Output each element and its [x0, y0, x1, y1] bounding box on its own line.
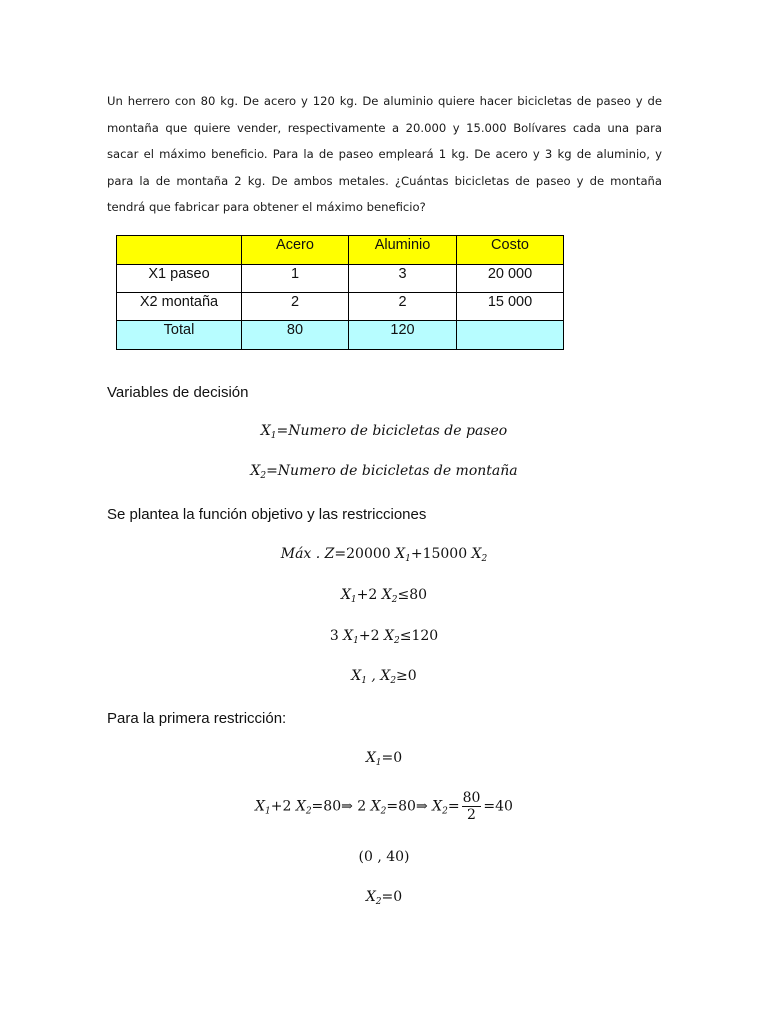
equation-x1-definition: $X_1=Numero$ de bicicletas de paseo: [260, 423, 508, 441]
table-cell: X1 paseo: [117, 265, 242, 293]
equation-solve-x2: $X_1+2$ $X_2=80\Rightarrow$ 2 $X_2=80\Rightarrow$ $X_2=$ $\frac{80}{2}$ =40: [255, 790, 513, 823]
fraction-denominator: 2: [467, 807, 476, 823]
table-row: [117, 265, 564, 293]
equation-x2-zero: $X_2=0$: [365, 889, 403, 907]
table-cell: X2 montaña: [117, 293, 242, 321]
data-table: [116, 235, 564, 350]
table-cell: 2: [349, 293, 457, 321]
problem-statement: Un herrero con 80 kg. De acero y 120 kg. De aluminio quiere hacer bicicletas de paseo y de montaña que quiere vender, respectivamente a 20.000 y 15.000 Bolívares cada una para sacar el máximo beneficio. Para la de paseo empleará 1 kg. De acero y 3 kg de aluminio, y para la de montaña 2 kg. De ambos metales. ¿Cuántas bicicletas de paseo y de montaña tendrá que fabricar para obtener el máximo beneficio?: [107, 94, 662, 214]
x2-zero-value: 0: [393, 889, 403, 905]
header-cell: Aluminio: [349, 236, 457, 265]
equation-nonnegativity: $X_1$ , $X_2\ge 0$: [351, 668, 417, 686]
table-row: [117, 293, 564, 321]
constraint-1-rhs: 80: [409, 587, 428, 603]
objective-coef-2: 15000: [422, 546, 468, 562]
equation-constraint-1: $X_1+2$ $X_2\le 80$: [340, 587, 428, 605]
constraint-2-coef: 3: [329, 628, 339, 644]
solve-result: 40: [495, 798, 513, 815]
x1-zero-value: 0: [393, 750, 403, 766]
total-cell: [457, 321, 564, 350]
table-cell: 2: [242, 293, 349, 321]
table-cell: 15 000: [457, 293, 564, 321]
x2-definition-text: Numero de bicicletas de montaña: [277, 463, 518, 479]
total-cell: Total: [117, 321, 242, 350]
equation-x2-definition: $X_2=Numero$ de bicicletas de montaña: [250, 463, 518, 481]
fraction-numerator: 80: [462, 790, 481, 806]
equation-constraint-2: 3 $X_1+2$ $X_2\le 120$: [329, 628, 439, 646]
table-total-row: [117, 321, 564, 350]
header-cell: Acero: [242, 236, 349, 265]
equation-x1-zero: $X_1=0$: [365, 750, 403, 768]
table-cell: 1: [242, 265, 349, 293]
fraction: [462, 790, 482, 823]
header-cell: [117, 236, 242, 265]
solve-rhs: 80: [323, 798, 342, 815]
section-heading-first-restriction: Para la primera restricción:: [107, 710, 287, 727]
objective-coef-1: 20000: [346, 546, 391, 562]
header-cell: Costo: [457, 236, 564, 265]
nonneg-rhs: 0: [407, 668, 417, 684]
constraint-2-rhs: 120: [411, 628, 439, 644]
section-heading-decision-variables: Variables de decisión: [107, 384, 249, 401]
objective-prefix: Máx . Z: [280, 546, 335, 562]
table-cell: 20 000: [457, 265, 564, 293]
point-intercept: (0 , 40): [358, 849, 410, 865]
total-cell: 120: [349, 321, 457, 350]
equation-objective: Máx . Z=20000 $X_1+15000$ $X_2$: [280, 546, 488, 564]
section-heading-objective: Se plantea la función objetivo y las restricciones: [107, 506, 427, 523]
x1-definition-text: Numero de bicicletas de paseo: [288, 423, 508, 439]
table-header-row: [117, 236, 564, 265]
total-cell: 80: [242, 321, 349, 350]
table-cell: 3: [349, 265, 457, 293]
